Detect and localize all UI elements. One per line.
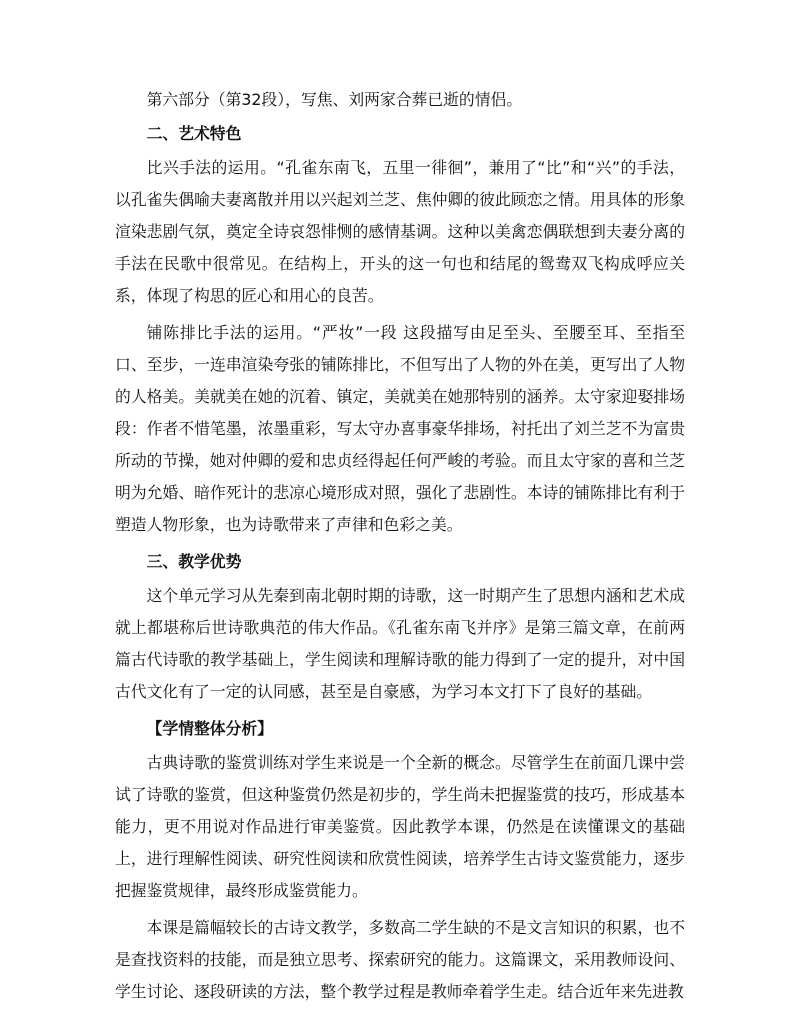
paragraph-lesson-approach: 本课是篇幅较长的古诗文教学，多数高二学生缺的不是文言知识的积累，也不是查找资料的技能，而是独立思考、探索研究的能力。这篇课文，采用教师设问、学生讨论、逐段研读的方法，整个教学过程是教师牵着学生走。结合近年来先进教	[115, 918, 685, 1001]
paragraph-appreciation-training: 古典诗歌的鉴赏训练对学生来说是一个全新的概念。尽管学生在前面几课中尝试了诗歌的鉴赏，但这种鉴赏仍然是初步的，学生尚未把握鉴赏的技巧，形成基本能力，更不用说对作品进行审美鉴赏。因此教学本课，仍然是在读懂课文的基础上，进行理解性阅读、研究性阅读和欣赏性阅读，培养学生古诗文鉴赏能力，逐步把握鉴赏规律，最终形成鉴赏能力。	[115, 753, 685, 900]
paragraph-bixing-technique: 比兴手法的运用。“孔雀东南飞，五里一徘徊”，兼用了“比”和“兴”的手法，以孔雀失偶喻夫妻离散并用以兴起刘兰芝、焦仲卿的彼此顾恋之情。用具体的形象渲染悲剧气氛，奠定全诗哀怨悱恻的感情基调。这种以美禽恋偶联想到夫妻分离的手法在民歌中很常见。在结构上，开头的这一句也和结尾的鸳鸯双飞构成呼应关系，体现了构思的匠心和用心的良苦。	[115, 158, 685, 305]
paragraph-parallelism-technique: 铺陈排比手法的运用。“严妆”一段 这段描写由足至头、至腰至耳、至指至口、至步，一连串渲染夸张的铺陈排比，不但写出了人物的外在美，更写出了人物的人格美。美就美在她的沉着、镇定，美就美在她那特别的涵养。太守家迎娶排场段：作者不惜笔墨，浓墨重彩，写太守办喜事豪华排场，衬托出了刘兰芝不为富贵所动的节操，她对仲卿的爱和忠贞经得起任何严峻的考验。而且太守家的喜和兰芝明为允婚、暗作死计的悲凉心境形成对照，强化了悲剧性。本诗的铺陈排比有利于塑造人物形象，也为诗歌带来了声律和色彩之美。	[115, 323, 685, 534]
heading-learner-analysis: 【学情整体分析】	[146, 719, 273, 738]
heading-art-features: 二、艺术特色	[146, 124, 242, 143]
heading-teaching-advantages: 三、教学优势	[146, 552, 242, 571]
paragraph-unit-overview: 这个单元学习从先秦到南北朝时期的诗歌，这一时期产生了思想内涵和艺术成就上都堪称后世诗歌典范的伟大作品。《孔雀东南飞并序》是第三篇文章，在前两篇古代诗歌的教学基础上，学生阅读和理解诗歌的能力得到了一定的提升，对中国古代文化有了一定的认同感，甚至是自豪感，为学习本文打下了良好的基础。	[115, 586, 685, 701]
paragraph-part-six: 第六部分（第32段），写焦、刘两家合葬已逝的情侣。	[146, 90, 523, 109]
document-body	[115, 84, 685, 1008]
